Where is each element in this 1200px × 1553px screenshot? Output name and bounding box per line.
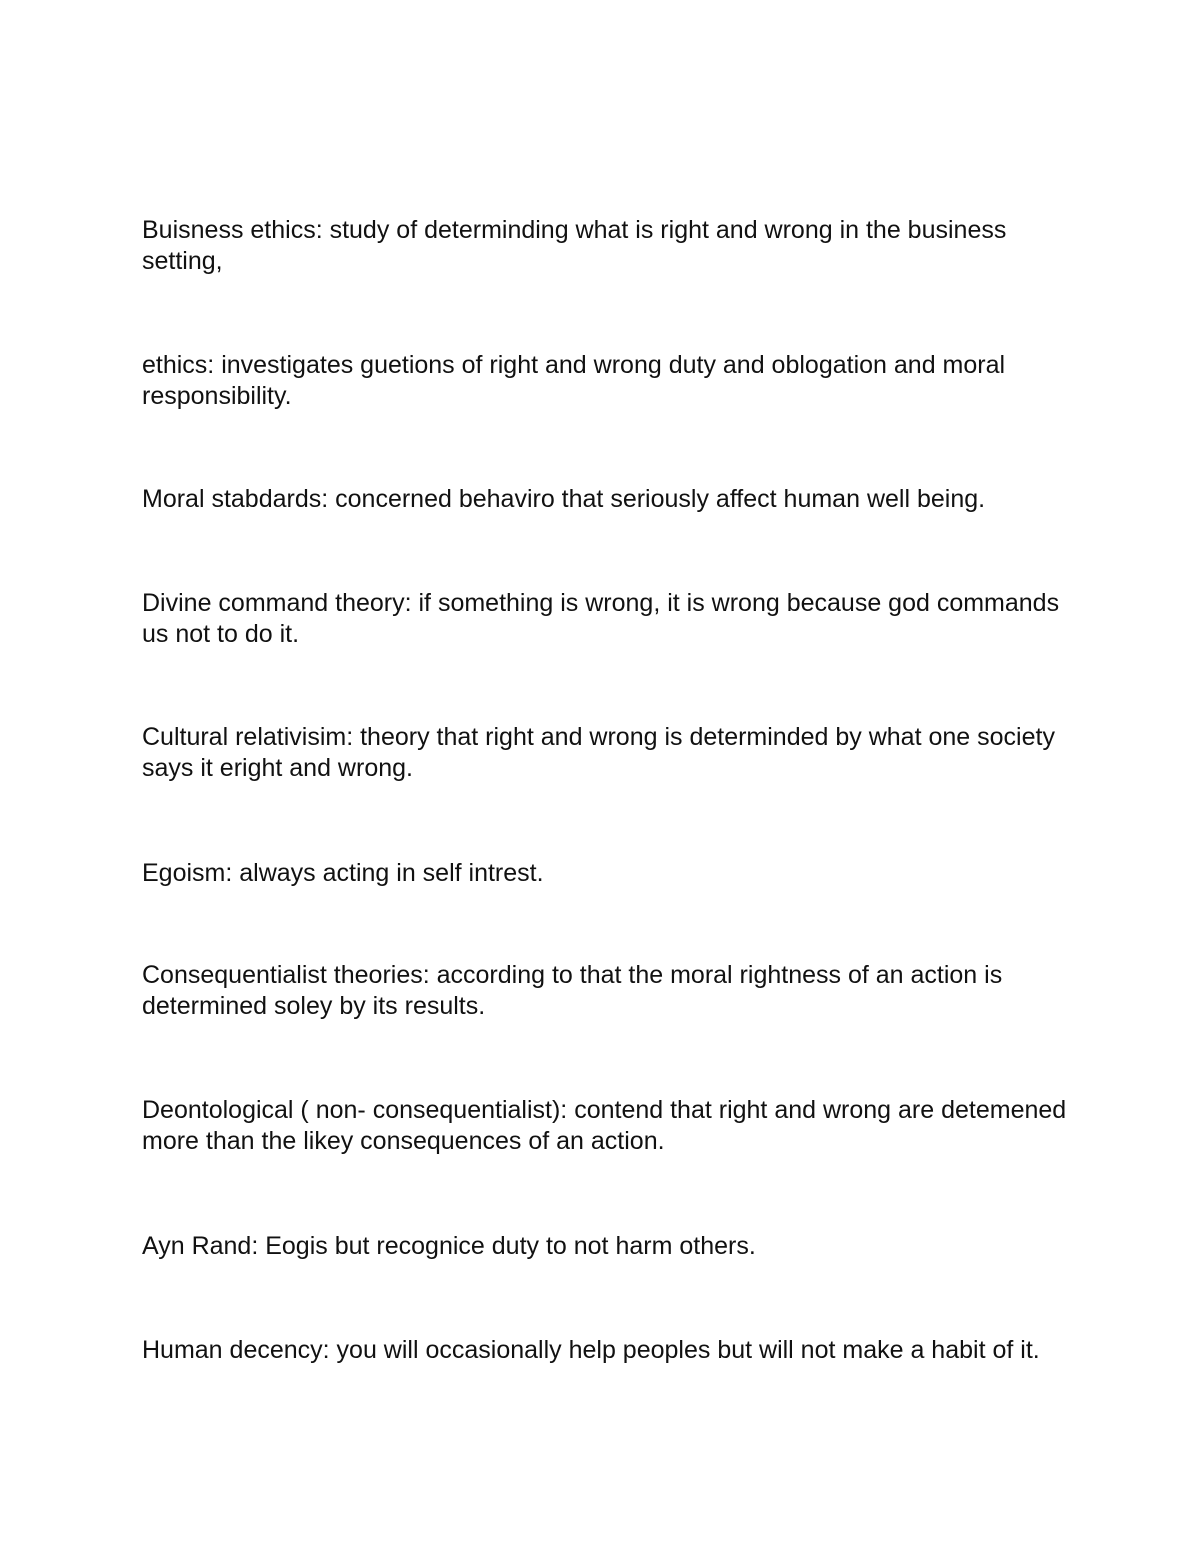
definition-ayn-rand: Ayn Rand: Eogis but recognice duty to not harm others. [142, 1232, 756, 1260]
definition-cultural-relativism: Cultural relativisim: theory that right and wrong is determinded by what one society says it eright and wrong. [142, 723, 1055, 782]
definition-divine-command-theory: Divine command theory: if something is wrong, it is wrong because god commands us not to do it. [142, 589, 1060, 648]
definition-consequentialist-theories: Consequentialist theories: according to that the moral rightness of an action is determined soley by its results. [142, 961, 1003, 1020]
definition-ethics: ethics: investigates guetions of right and wrong duty and oblogation and moral responsibility. [142, 351, 1006, 410]
definition-deontological: Deontological ( non- consequentialist): contend that right and wrong are detemened more than the likey consequences of an action. [142, 1096, 1067, 1155]
definition-human-decency: Human decency: you will occasionally help peoples but will not make a habit of it. [142, 1336, 1040, 1364]
definition-egoism: Egoism: always acting in self intrest. [142, 859, 544, 887]
definition-moral-standards: Moral stabdards: concerned behaviro that seriously affect human well being. [142, 485, 986, 513]
definition-business-ethics: Buisness ethics: study of determinding what is right and wrong in the business setting, [142, 216, 1007, 275]
